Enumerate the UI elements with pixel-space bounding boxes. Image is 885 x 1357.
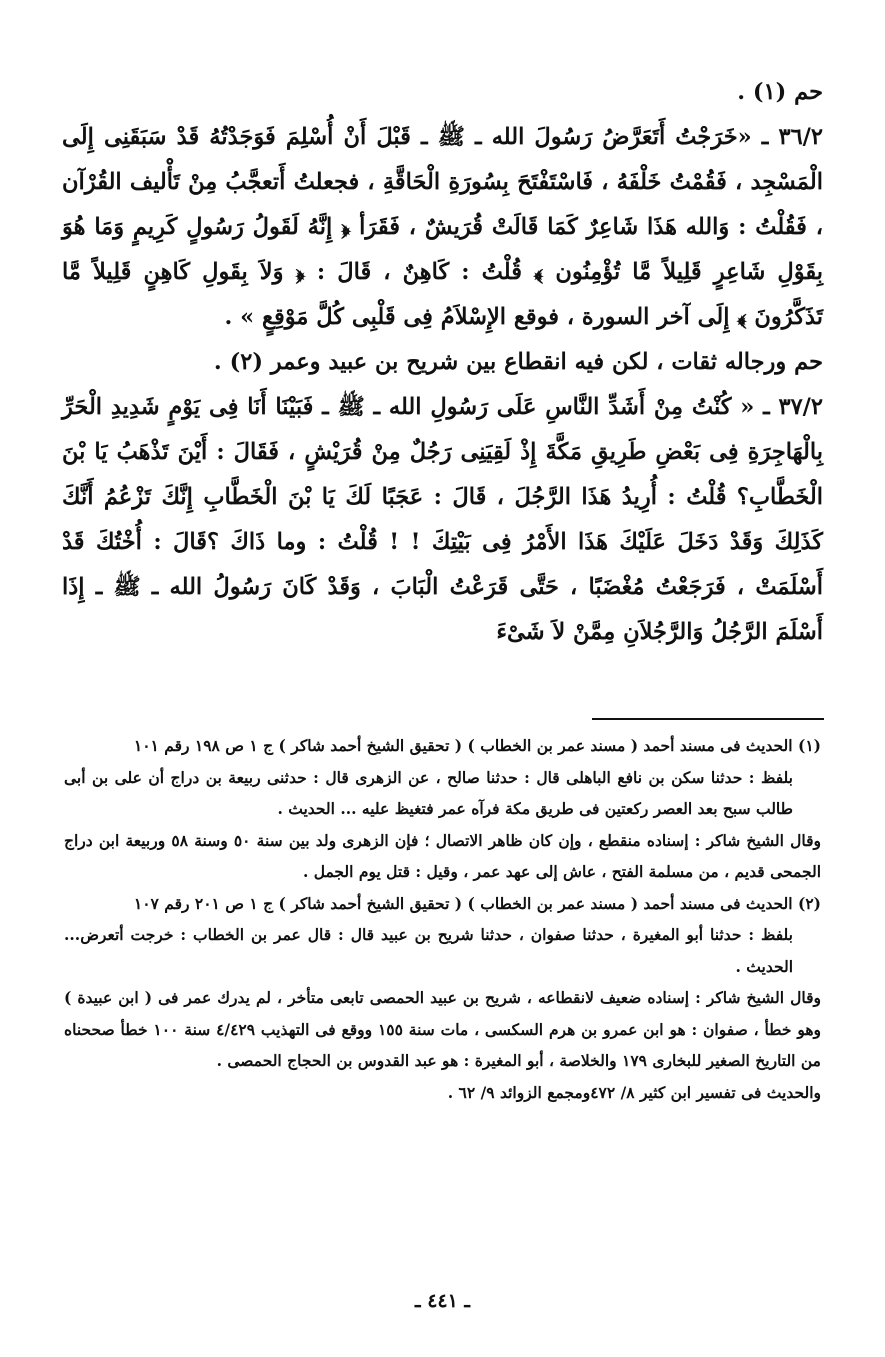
footnote-1-source: (١) الحديث فى مسند أحمد ( مسند عمر بن الخطاب ) ( تحقيق الشيخ أحمد شاكر ) ج ١ ص ١٩٨ رقم ١٠١ <box>133 736 821 755</box>
footnote-1-text: بلفظ : حدثنا سكن بن نافع الباهلى قال : حدثنا صالح ، عن الزهرى قال : حدثنى ربيعة بن دراج أن على بن أبى طالب سبح بعد العصر ركعتين فى طريق مكة فرآه عمر فتغيظ عليه ... الحديث . <box>64 767 793 818</box>
main-text-block <box>62 70 823 655</box>
footnote-separator <box>592 718 824 720</box>
footnote-2-source: (٢) الحديث فى مسند أحمد ( مسند عمر بن الخطاب ) ( تحقيق الشيخ أحمد شاكر ) ج ١ ص ٢٠١ رقم ١٠٧ <box>133 893 821 913</box>
hadith-37: ٣٧/٢ ـ « كُنْتُ مِنْ أَشَدِّ النَّاسِ عَلَى رَسُولِ الله ـ ﷺ ـ فَبَيْنَا أَنَا فِى يَوْمٍ شَدِيدِ الْحَرِّ بِالْهَاجِرَةِ فِى بَعْضِ طَرِيقِ مَكَّةَ إِذْ لَقِيَنِى رَجُلٌ مِنْ قُرَيْشٍ ، فَقَالَ : أَيْنَ تَذْهَبُ يَا بْنَ الْخَطَّابِ؟ قُلْتُ : أُرِيدُ هَذَا الرَّجُلَ ، قَالَ : عَجَبًا لَكَ يَا بْنَ الْخَطَّابِ إِنَّكَ تَزْعُمُ أَنَّكَ كَذَلِكَ وَقَدْ دَخَلَ عَلَيْكَ هَذَا الأَمْرُ فِى بَيْتِكَ ! ! قُلْتُ : وما ذَاكَ ؟قَالَ : أُخْتُكَ قَدْ أَسْلَمَتْ ، فَرَجَعْتُ مُغْضَبًا ، حَتَّى قَرَعْتُ الْبَابَ ، وَقَدْ كَانَ رَسُولُ الله ـ ﷺ ـ إِذَا أَسْلَمَ الرَّجُلُ وَالرَّجُلاَنِ مِمَّنْ لاَ شَىْءَ <box>62 394 823 645</box>
footnote-2-comment: وقال الشيخ شاكر : إسناده ضعيف لانقطاعه ، شريح بن عبيد الحمصى تابعى متأخر ، لم يدرك عمر فى ( ابن عبيدة ) وهو خطأ ، صفوان : هو ابن عمرو بن هرم السكسى ، مات سنة ١٥٥ ووقع فى التهذيب ٤/٤٢٩ سنة ١٠٠ خطأ صححناه من التاريخ الصغير للبخارى ١٧٩ والخلاصة ، أبو المغيرة : هو عبد القدوس بن الحجاج الحمصى . <box>64 988 821 1070</box>
footnotes-block <box>64 730 821 1108</box>
hadith-36-grading: حم ورجاله ثقات ، لكن فيه انقطاع بين شريح بن عبيد وعمر (٢) . <box>213 349 823 375</box>
footnote-2-text: بلفظ : حدثنا أبو المغيرة ، حدثنا صفوان ، حدثنا شريح بن عبيد قال : قال عمر بن الخطاب : خرجت أتعرض... الحديث . <box>64 925 793 976</box>
footnote-2-reference: والحديث فى تفسير ابن كثير ٨/ ٤٧٢ومجمع الزوائد ٩/ ٦٢ . <box>447 1082 821 1102</box>
footnote-1-comment: وقال الشيخ شاكر : إسناده منقطع ، وإن كان ظاهر الاتصال ؛ فإن الزهرى ولد بين سنة ٥٠ وسنة ٥٨ وربيعة ابن دراج الجمحى قديم ، من مسلمة الفتح ، عاش إلى عهد عمر ، وقيل : قتل يوم الجمل . <box>64 830 822 881</box>
main-line-opening: حم (١) . <box>737 79 823 105</box>
hadith-36: ٣٦/٢ ـ «خَرَجْتُ أَتَعَرَّضُ رَسُولَ الله ـ ﷺ ـ قَبْلَ أَنْ أُسْلِمَ فَوَجَدْتُهُ قَدْ سَبَقَنِى إِلَى الْمَسْجِد ، فَقُمْتُ خَلْفَهُ ، فَاسْتَفْتَحَ بِسُورَةِ الْحَاقَّةِ ، فجعلتُ أَتعجَّبُ مِنْ تَأْليف القُرْآن ، فَقُلْتُ : وَالله هَذَا شَاعِرٌ كَمَا قَالَتْ قُرَيشٌ ، فَقَرَأ ﴿ إِنَّهُ لَقَولُ رَسُولٍ كَرِيمٍ وَمَا هُوَ بِقَوْلِ شَاعِرٍ قَلِيلاً مَّا تُؤْمِنُون ﴾ قُلْتُ : كَاهِنٌ ، قَالَ : ﴿ وَلاَ بِقَولِ كَاهِنٍ قَلِيلاً مَّا تَذَكَّرُونَ ﴾ إِلَى آخر السورة ، فوقع الإِسْلاَمُ فِى قَلْبِى كُلَّ مَوْقِعٍ » . <box>62 124 823 330</box>
page-number: ـ ٤٤١ ـ <box>415 1290 470 1312</box>
